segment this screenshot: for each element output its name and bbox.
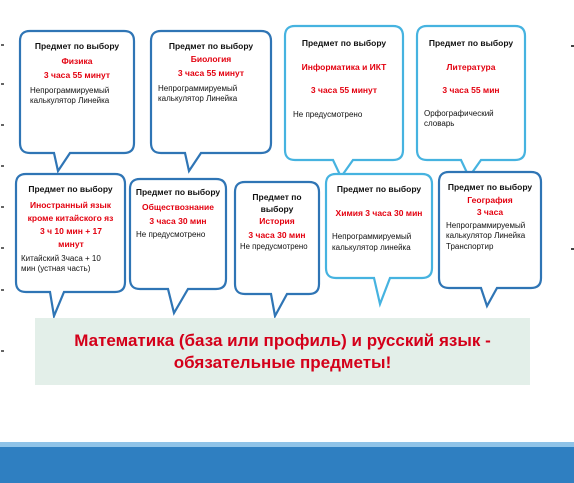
bubble-subject-line (328, 208, 430, 220)
bubble-subject: Литература (446, 61, 496, 72)
edge-marker (1, 44, 4, 46)
bubble-time: 3 часа 55 минут (177, 68, 245, 78)
bubble-note: Непрограммируемый калькулятор линейка (332, 232, 412, 252)
edge-marker (1, 350, 4, 352)
bubble-subject: Физика (61, 55, 93, 66)
bubble-subject: Иностранный язык кроме китайского яз (27, 199, 114, 223)
mandatory-subjects-banner (35, 318, 530, 385)
subject-bubble-geography (437, 170, 543, 310)
bubble-time: 3 часа 30 мин (149, 216, 207, 226)
bubble-note: Не предусмотрено (293, 109, 363, 119)
bubble-note: Орфографический словарь (424, 108, 494, 128)
bubble-time: 3 часа 55 мин (442, 85, 500, 95)
bubble-subject: История (259, 216, 295, 226)
subject-bubble-foreign-language (14, 172, 127, 318)
bubble-time: 3 часа (476, 207, 504, 217)
bubble-title: Предмет по выбору (34, 41, 120, 51)
bubble-time: 3 часа 30 мин (365, 207, 423, 218)
bubble-note: Китайский 3часа + 10 мин (устная часть) (21, 253, 101, 273)
bubble-subject: География (467, 194, 513, 205)
bubble-title: Предмет по выбору (447, 182, 533, 192)
bubble-subject: Химия (335, 207, 363, 218)
edge-marker (1, 247, 4, 249)
bubble-note: Не предусмотрено (240, 242, 308, 251)
bubble-title: Предмет по выбору (168, 41, 254, 51)
bubble-note: Непрограммируемый калькулятор Линейка Транспортир (446, 220, 526, 251)
bubble-subject: Обществознание (142, 201, 214, 212)
subject-bubble-literature (415, 24, 527, 179)
banner-text: Математика (база или профиль) и русский язык - обязательные предметы! (74, 330, 491, 372)
edge-marker (1, 124, 4, 126)
subject-bubble-chemistry (324, 172, 434, 308)
subject-bubble-social-studies (128, 177, 228, 317)
edge-marker (1, 165, 4, 167)
bubble-title: Предмет по выбору (336, 184, 422, 194)
edge-marker (1, 83, 4, 85)
bubble-subject: Биология (190, 53, 232, 64)
bubble-title: Предмет по выбору (252, 192, 302, 214)
subject-bubble-history (233, 180, 321, 320)
bubble-time: 3 часа 30 мин (248, 229, 306, 240)
bubble-time: 3 часа 55 минут (43, 70, 111, 80)
bubble-title: Предмет по выбору (301, 38, 387, 48)
edge-marker (1, 289, 4, 291)
bubble-title: Предмет по выбору (135, 187, 221, 197)
bubble-title: Предмет по выбору (28, 184, 113, 194)
bubble-note: Непрограммируемый калькулятор Линейка (30, 85, 110, 105)
bubble-time: 3 ч 10 мин + 17 минут (40, 225, 102, 249)
bubble-title: Предмет по выбору (428, 38, 514, 48)
bubble-time: 3 часа 55 минут (310, 85, 378, 95)
footer-bar (0, 447, 574, 483)
subject-bubble-physics (18, 29, 136, 174)
bubble-note: Непрограммируемый калькулятор Линейка (158, 83, 238, 103)
edge-marker (1, 206, 4, 208)
subject-bubble-informatics (283, 24, 405, 179)
bubble-note: Не предусмотрено (136, 229, 206, 239)
subject-bubble-biology (149, 29, 273, 174)
bubble-subject: Информатика и ИКТ (301, 61, 387, 72)
